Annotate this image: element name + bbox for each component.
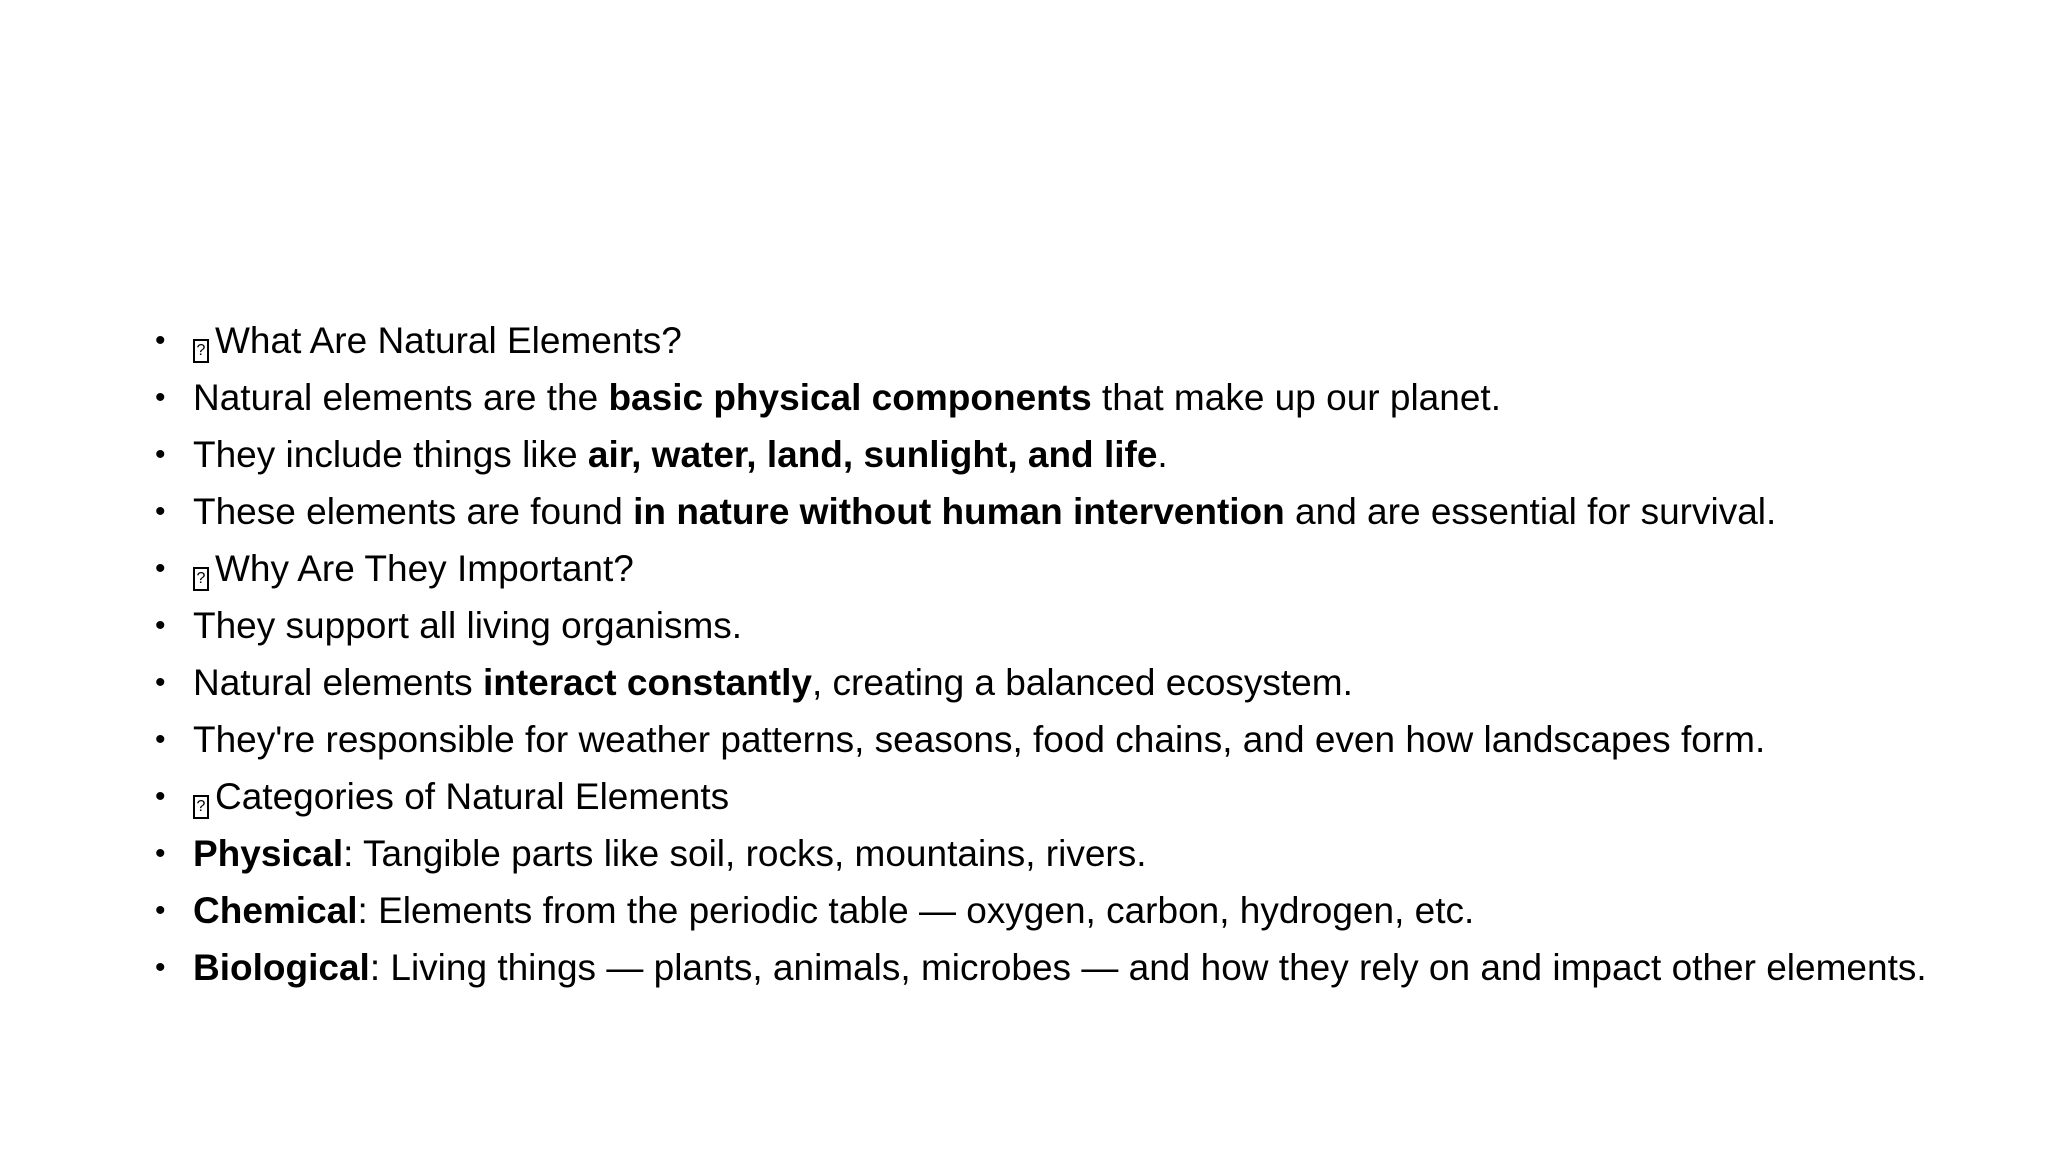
bullet-dot-icon: • xyxy=(155,495,166,528)
bullet-text: What Are Natural Elements? xyxy=(215,320,682,361)
bullet-item xyxy=(155,540,2005,597)
bullet-text: These elements are found xyxy=(193,491,634,532)
bullet-text: Categories of Natural Elements xyxy=(215,776,730,817)
bullet-dot-icon: • xyxy=(155,951,166,984)
bullet-text: , creating a balanced ecosystem. xyxy=(811,662,1353,703)
bullet-text: : Tangible parts like soil, rocks, mountains, rivers. xyxy=(343,833,1147,874)
bullet-text: They support all living organisms. xyxy=(193,605,743,646)
bullet-item xyxy=(155,483,2005,540)
bullet-text-bold: interact constantly xyxy=(482,662,812,703)
bullet-item xyxy=(155,312,2005,369)
bullet-dot-icon: • xyxy=(155,381,166,414)
missing-glyph-icon: ? xyxy=(193,795,209,819)
bullet-text: Natural elements xyxy=(193,662,483,703)
bullet-text: Why Are They Important? xyxy=(215,548,634,589)
missing-glyph-icon: ? xyxy=(193,567,209,591)
bullet-text-bold: Chemical xyxy=(193,890,358,931)
bullet-dot-icon: • xyxy=(155,438,166,471)
bullet-item xyxy=(155,939,2005,996)
bullet-text-bold: in nature without human intervention xyxy=(633,491,1285,532)
bullet-item xyxy=(155,654,2005,711)
bullet-item xyxy=(155,711,2005,768)
bullet-dot-icon: • xyxy=(155,837,166,870)
bullet-text: and are essential for survival. xyxy=(1284,491,1777,532)
bullet-dot-icon: • xyxy=(155,780,166,813)
bullet-dot-icon: • xyxy=(155,894,166,927)
bullet-text: They're responsible for weather patterns, seasons, food chains, and even how landscapes form. xyxy=(193,719,1766,760)
bullet-text-bold: Biological xyxy=(193,947,370,988)
bullet-list xyxy=(155,312,2005,996)
bullet-text-bold: air, water, land, sunlight, and life xyxy=(587,434,1158,475)
bullet-text: : Elements from the periodic table — oxygen, carbon, hydrogen, etc. xyxy=(357,890,1475,931)
bullet-text-bold: Physical xyxy=(193,833,344,874)
bullet-dot-icon: • xyxy=(155,609,166,642)
bullet-text: : Living things — plants, animals, microbes — and how they rely on and impact other elements. xyxy=(369,947,1927,988)
missing-glyph-icon: ? xyxy=(193,339,209,363)
bullet-item xyxy=(155,426,2005,483)
bullet-item xyxy=(155,825,2005,882)
bullet-text: that make up our planet. xyxy=(1091,377,1501,418)
bullet-text: . xyxy=(1157,434,1168,475)
bullet-dot-icon: • xyxy=(155,723,166,756)
bullet-dot-icon: • xyxy=(155,324,166,357)
bullet-item xyxy=(155,597,2005,654)
bullet-text: They include things like xyxy=(193,434,588,475)
bullet-dot-icon: • xyxy=(155,666,166,699)
bullet-item xyxy=(155,768,2005,825)
bullet-text-bold: basic physical components xyxy=(608,377,1092,418)
bullet-dot-icon: • xyxy=(155,552,166,585)
bullet-item xyxy=(155,882,2005,939)
bullet-item xyxy=(155,369,2005,426)
bullet-text: Natural elements are the xyxy=(193,377,609,418)
